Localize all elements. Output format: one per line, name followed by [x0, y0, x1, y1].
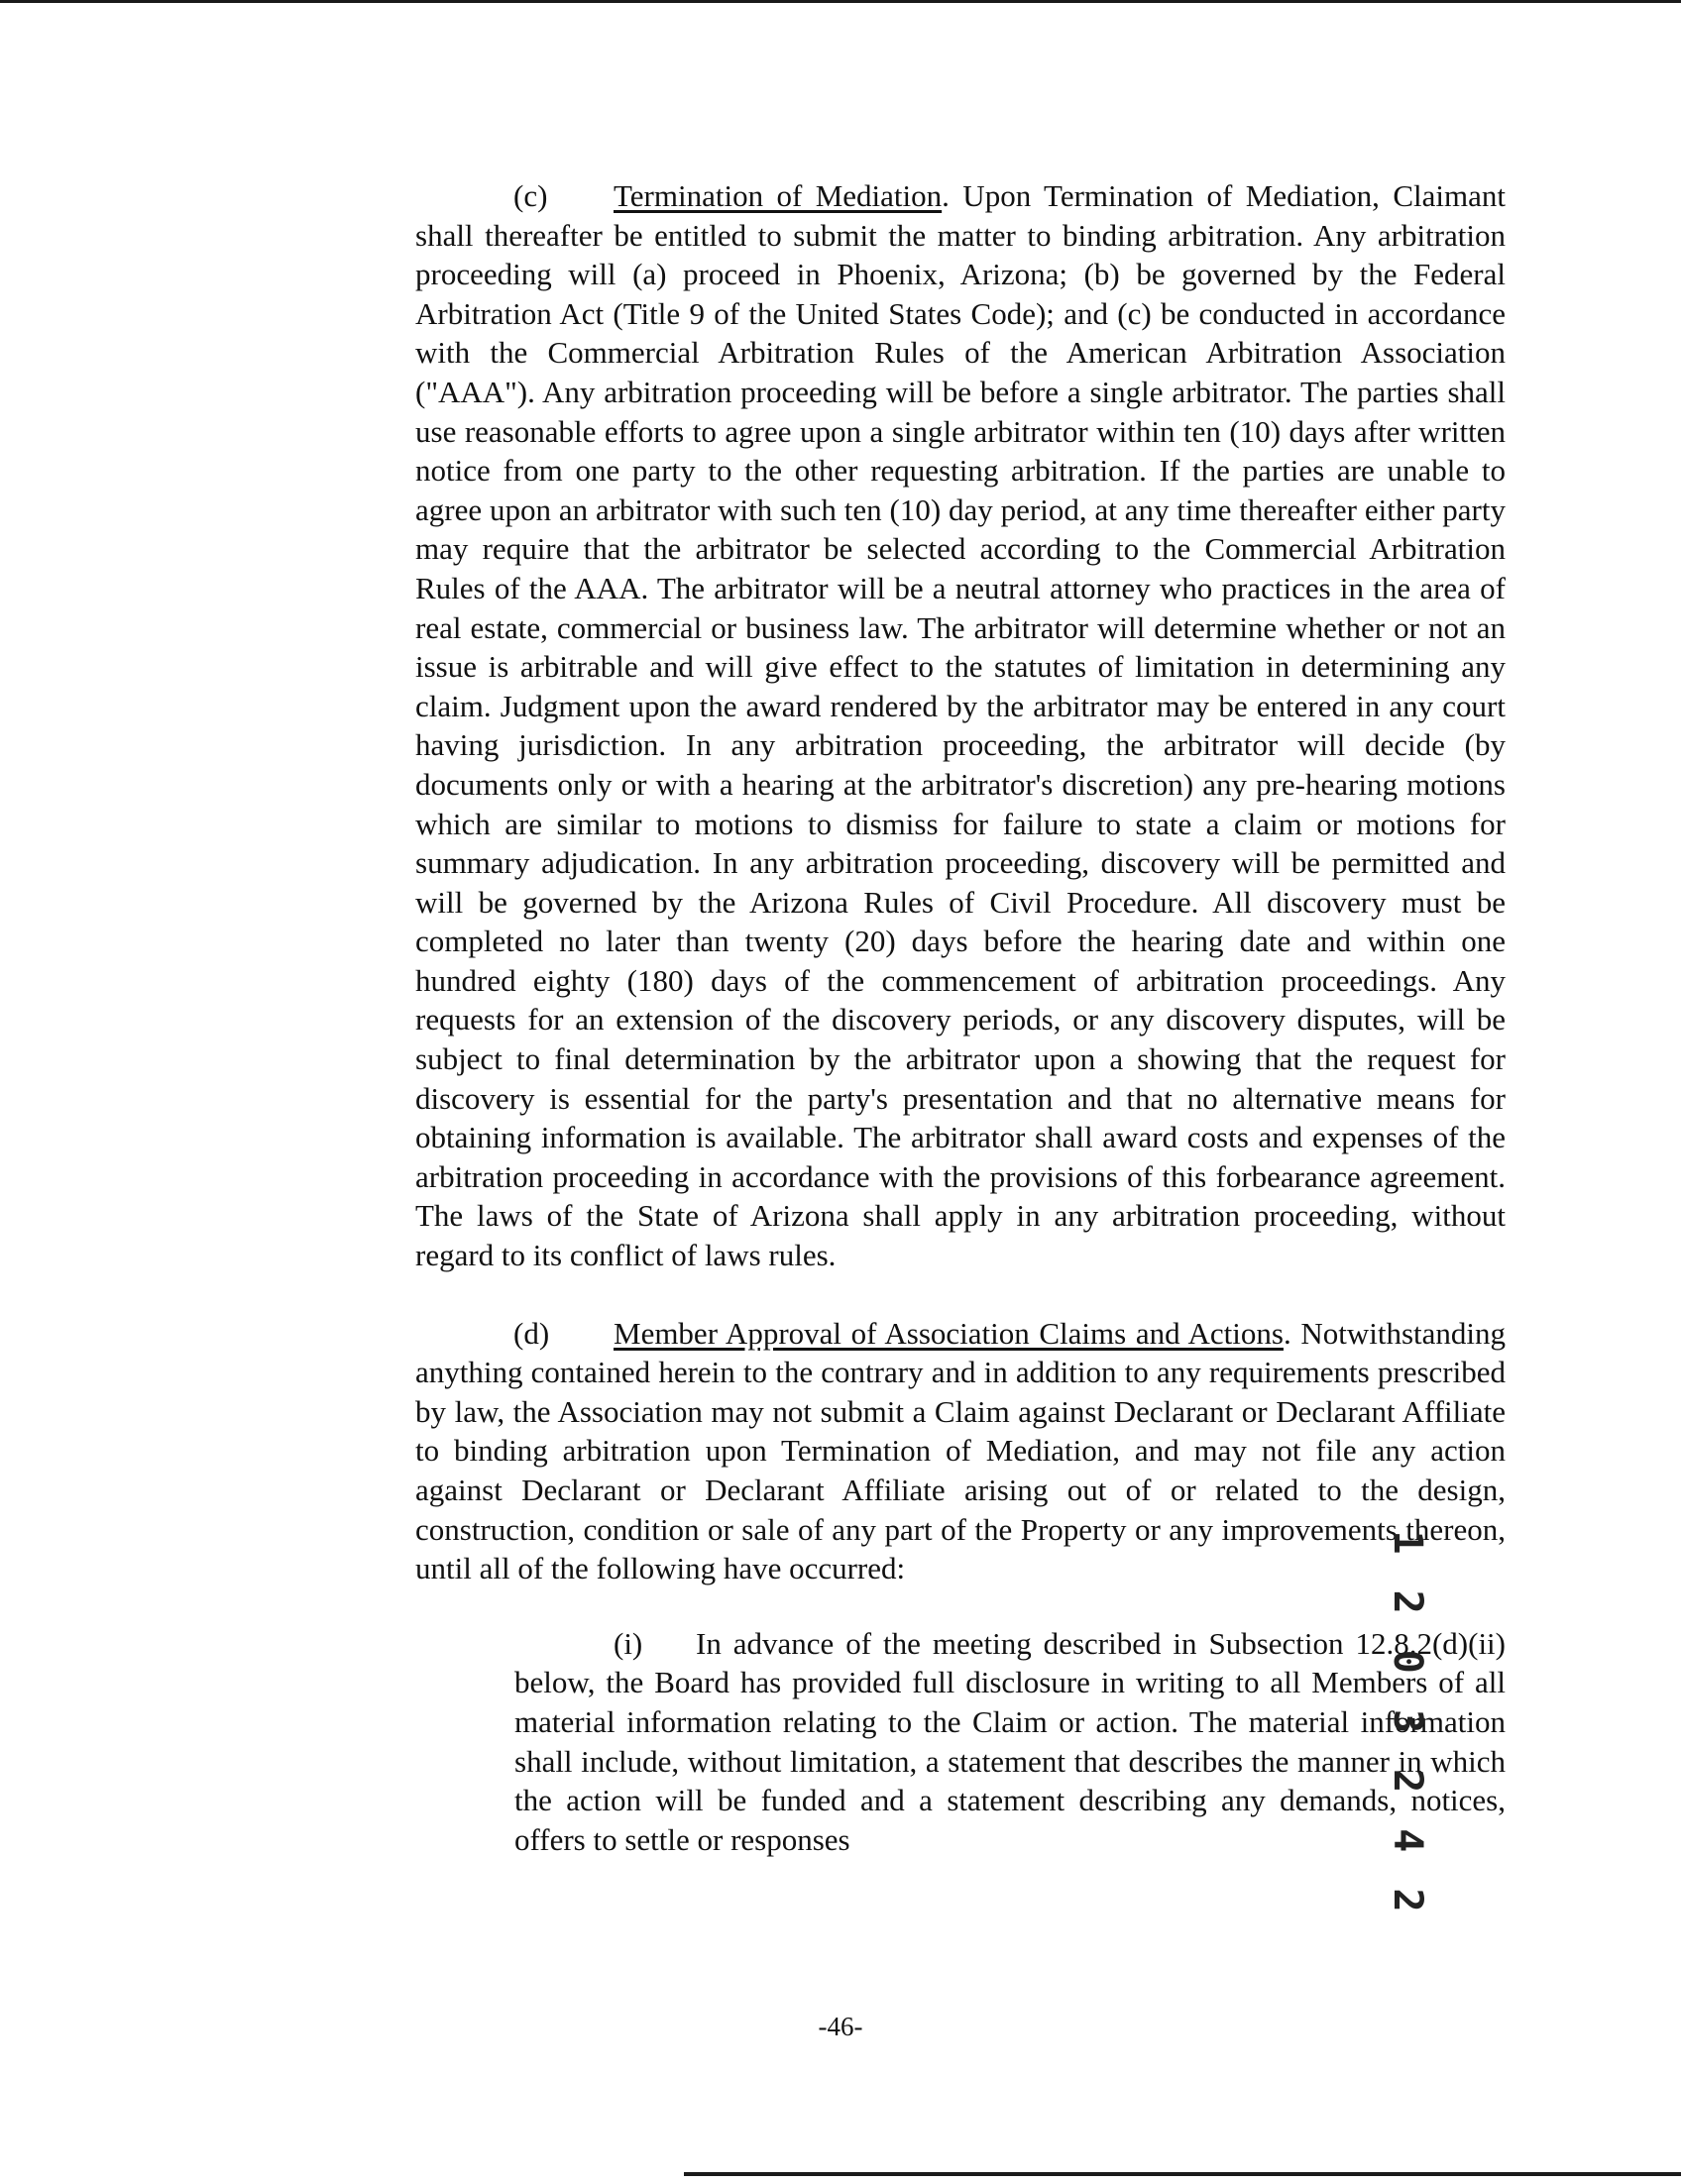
document-body [415, 176, 1506, 1859]
paragraph-d-text: . Notwithstanding anything contained herein to the contrary and in addition to any requirements prescribed by law, the Association may not submit a Claim against Declarant or Declarant Affiliate to binding arbitration upon Termination of Mediation, and may not file any action against Declarant or Declarant Affiliate arising out of or related to the design, construction, condition or sale of any part of the Property or any improvements thereon, until all of the following have occurred: [415, 1315, 1506, 1586]
page-number: -46- [818, 2012, 863, 2041]
subparagraph-d-i-text: In advance of the meeting described in Subsection 12.8.2(d)(ii) below, the Board has provided full disclosure in writing to all Members of all material information relating to the Claim or action. The material information shall include, without limitation, a statement that describes the manner in which the action will be funded and a statement describing any demands, notices, offers to settle or responses [514, 1625, 1506, 1857]
paragraph-d-heading: Member Approval of Association Claims and Actions [614, 1315, 1284, 1351]
subparagraph-d-i [514, 1624, 1506, 1860]
page-top-edge [0, 0, 1681, 3]
paragraph-c-text: . Upon Termination of Mediation, Claimant shall thereafter be entitled to submit the matter to binding arbitration. Any arbitration proceeding will (a) proceed in Phoenix, Arizona; (b) be governed by the Federal Arbitration Act (Title 9 of the United States Code); and (c) be conducted in accordance with the Commercial Arbitration Rules of the American Arbitration Association ("AAA"). Any arbitration proceeding will be before a single arbitrator. The parties shall use reasonable efforts to agree upon a single arbitrator within ten (10) days after written notice from one party to the other requesting arbitration. If the parties are unable to agree upon an arbitrator with such ten (10) day period, at any time thereafter either party may require that the arbitrator be selected according to the Commercial Arbitration Rules of the AAA. The arbitrator will be a neutral attorney who practices in the area of real estate, commercial or business law. The arbitrator will determine whether or not an issue is arbitrable and will give effect to the statutes of limitation in determining any claim. Judgment upon the award rendered by the arbitrator may be entered in any court having jurisdiction. In any arbitration proceeding, the arbitrator will decide (by documents only or with a hearing at the arbitrator's discretion) any pre-hearing motions which are similar to motions to dismiss for failure to state a claim or motions for summary adjudication. In any arbitration proceeding, discovery will be permitted and will be governed by the Arizona Rules of Civil Procedure. All discovery must be completed no later than twenty (20) days before the hearing date and within one hundred eighty (180) days of the commencement of arbitration proceedings. Any requests for an extension of the discovery periods, or any discovery disputes, will be subject to final determination by the arbitrator upon a showing that the request for discovery is essential for the party's presentation and that no alternative means for obtaining information is available. The arbitrator shall award costs and expenses of the arbitration proceeding in accordance with the provisions of this forbearance agreement. The laws of the State of Arizona shall apply in any arbitration proceeding, without regard to its conflict of laws rules. [415, 178, 1506, 1273]
margin-stamp-text: 1 2 0 3 2 4 2 [1385, 1530, 1430, 1918]
margin-recording-stamp [1368, 1530, 1447, 1918]
page-bottom-edge [684, 2172, 1681, 2176]
paragraph-c-label: (c) [513, 178, 548, 213]
paragraph-d [415, 1314, 1506, 1588]
subparagraph-d-i-label: (i) [614, 1625, 643, 1661]
paragraph-c-heading: Termination of Mediation [614, 178, 943, 213]
paragraph-c [415, 176, 1506, 1275]
paragraph-d-label: (d) [513, 1315, 550, 1351]
